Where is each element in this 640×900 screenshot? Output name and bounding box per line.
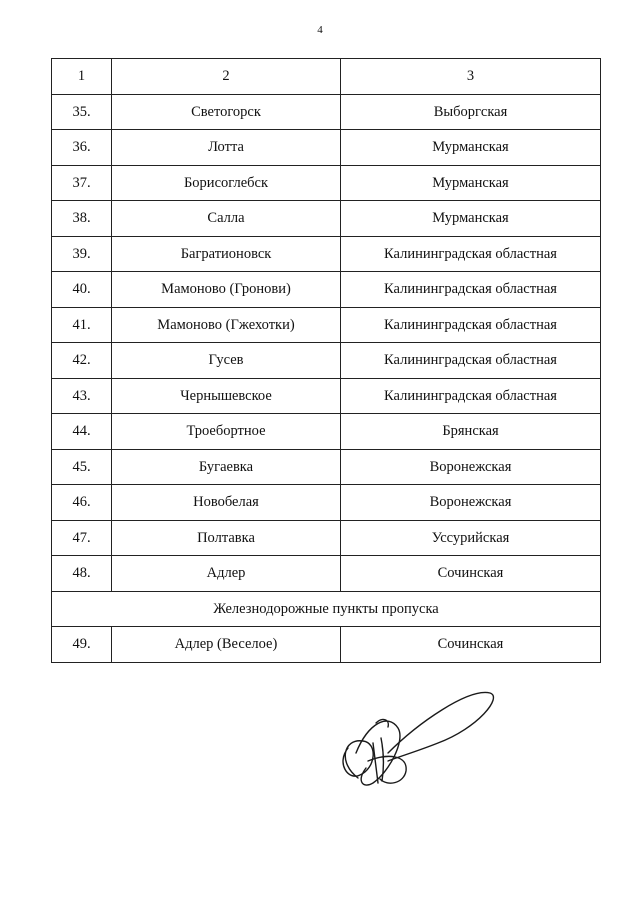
table-row bbox=[52, 378, 601, 414]
section-header-row bbox=[52, 591, 601, 627]
row-checkpoint: Бугаевка bbox=[112, 449, 341, 485]
row-checkpoint: Борисоглебск bbox=[112, 165, 341, 201]
page-number: 4 bbox=[317, 24, 323, 36]
table-row bbox=[52, 130, 601, 166]
row-number: 44. bbox=[52, 414, 112, 450]
row-checkpoint: Гусев bbox=[112, 343, 341, 379]
row-number: 40. bbox=[52, 272, 112, 308]
row-number: 36. bbox=[52, 130, 112, 166]
table-row bbox=[52, 520, 601, 556]
section-title: Железнодорожные пункты пропуска bbox=[52, 591, 601, 627]
row-checkpoint: Полтавка bbox=[112, 520, 341, 556]
row-number: 42. bbox=[52, 343, 112, 379]
row-checkpoint: Адлер bbox=[112, 556, 341, 592]
table-row bbox=[52, 272, 601, 308]
row-checkpoint: Адлер (Веселое) bbox=[112, 627, 341, 663]
table-header-row bbox=[52, 59, 601, 95]
row-customs: Мурманская bbox=[341, 201, 601, 237]
row-checkpoint: Троебортное bbox=[112, 414, 341, 450]
row-number: 35. bbox=[52, 94, 112, 130]
signature-image bbox=[318, 683, 498, 803]
row-checkpoint: Чернышевское bbox=[112, 378, 341, 414]
table-row bbox=[52, 485, 601, 521]
row-customs: Калининградская областная bbox=[341, 307, 601, 343]
row-customs: Калининградская областная bbox=[341, 236, 601, 272]
row-number: 41. bbox=[52, 307, 112, 343]
row-customs: Калининградская областная bbox=[341, 343, 601, 379]
row-checkpoint: Лотта bbox=[112, 130, 341, 166]
row-number: 45. bbox=[52, 449, 112, 485]
row-checkpoint: Мамоново (Гронови) bbox=[112, 272, 341, 308]
table-row bbox=[52, 627, 601, 663]
row-number: 46. bbox=[52, 485, 112, 521]
row-customs: Уссурийская bbox=[341, 520, 601, 556]
row-customs: Воронежская bbox=[341, 449, 601, 485]
row-checkpoint: Светогорск bbox=[112, 94, 341, 130]
header-cell-customs: 3 bbox=[341, 59, 601, 95]
row-customs: Мурманская bbox=[341, 165, 601, 201]
checkpoints-table bbox=[51, 58, 601, 663]
row-customs: Калининградская областная bbox=[341, 378, 601, 414]
row-number: 49. bbox=[52, 627, 112, 663]
table-row bbox=[52, 236, 601, 272]
row-number: 39. bbox=[52, 236, 112, 272]
row-number: 47. bbox=[52, 520, 112, 556]
row-customs: Брянская bbox=[341, 414, 601, 450]
row-checkpoint: Новобелая bbox=[112, 485, 341, 521]
row-number: 43. bbox=[52, 378, 112, 414]
row-number: 48. bbox=[52, 556, 112, 592]
row-checkpoint: Мамоново (Гжехотки) bbox=[112, 307, 341, 343]
table-row bbox=[52, 94, 601, 130]
row-customs: Сочинская bbox=[341, 556, 601, 592]
row-number: 37. bbox=[52, 165, 112, 201]
row-number: 38. bbox=[52, 201, 112, 237]
table-row bbox=[52, 307, 601, 343]
row-customs: Выборгская bbox=[341, 94, 601, 130]
table-row bbox=[52, 343, 601, 379]
row-checkpoint: Багратионовск bbox=[112, 236, 341, 272]
table-row bbox=[52, 165, 601, 201]
table-row bbox=[52, 449, 601, 485]
row-customs: Сочинская bbox=[341, 627, 601, 663]
row-customs: Воронежская bbox=[341, 485, 601, 521]
table-row bbox=[52, 556, 601, 592]
row-customs: Калининградская областная bbox=[341, 272, 601, 308]
header-cell-number: 1 bbox=[52, 59, 112, 95]
row-customs: Мурманская bbox=[341, 130, 601, 166]
table-row bbox=[52, 414, 601, 450]
header-cell-name: 2 bbox=[112, 59, 341, 95]
row-checkpoint: Салла bbox=[112, 201, 341, 237]
table-row bbox=[52, 201, 601, 237]
